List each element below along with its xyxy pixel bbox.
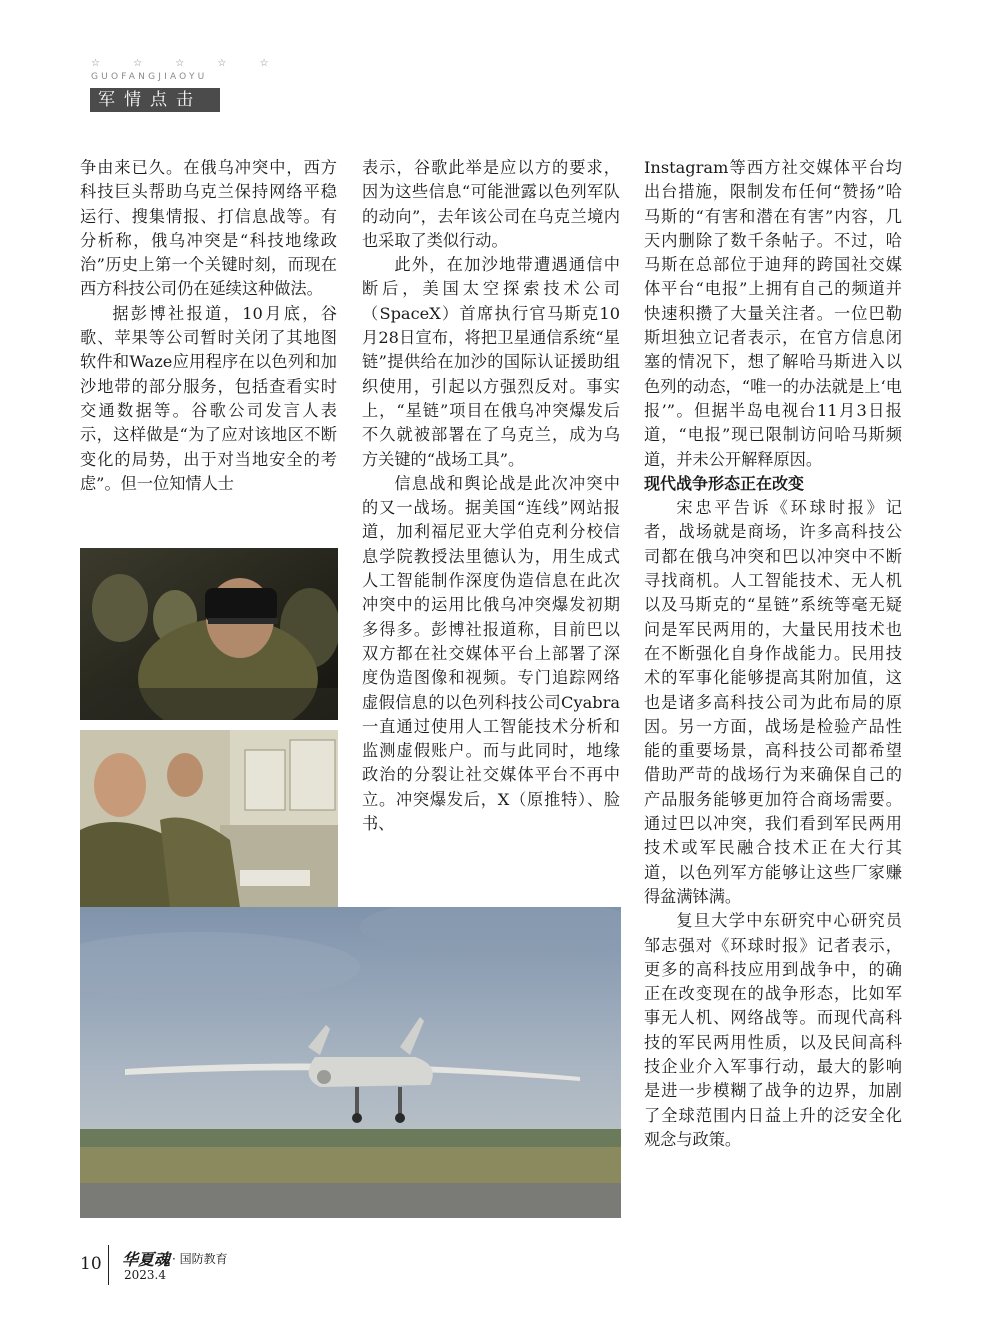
magazine-logo: 华夏魂: [122, 1250, 171, 1269]
page-number: 10: [80, 1254, 102, 1274]
header-stars: ☆ ☆ ☆ ☆ ☆: [91, 58, 284, 69]
photo-ops-image: [80, 730, 338, 907]
photo-vr-image: [80, 548, 338, 720]
paragraph: 据彭博社报道，10月底，谷歌、苹果等公司暂时关闭了其地图软件和Waze应用程序在以色列和加沙地带的部分服务，包括查看实时交通数据等。谷歌公司发言人表示，这样做是“为了应对该地区不断变化的局势，出于对当地安全的考虑”。但一位知情人士: [80, 303, 337, 493]
paragraph: 宋忠平告诉《环球时报》记者，战场就是商场，许多高科技公司都在俄乌冲突和巴以冲突中不断寻找商机。人工智能技术、无人机以及马斯克的“星链”系统等毫无疑问是军民两用的，大量民用技术也在不断强化自身作战能力。民用技术的军事化能够提高其附加值，这也是诸多高科技公司为此布局的原因。另一方面，战场是检验产品性能的重要场景，高科技公司都希望借助严苛的战场行为来确保自己的产品服务能够更加符合商场需要。通过巴以冲突，我们看到军民两用技术或军民融合技术正在大行其道，以色列军方能够让这些厂家赚得盆满钵满。: [644, 498, 902, 906]
magazine-subtitle: · 国防教育: [172, 1252, 228, 1266]
section-label: 军情点击: [90, 88, 220, 112]
paragraph: 复旦大学中东研究中心研究员邹志强对《环球时报》记者表示，更多的高科技应用到战争中，的确正在改变现在的战争形态，比如军事无人机、网络战等。而现代高科技的军民两用性质，以及民间高科技企业介入军事行动，最大的影响是进一步模糊了战争的边界，加剧了全球范围内日益上升的泛安全化观念与政策。: [644, 911, 902, 1149]
photo-vr-soldiers: [80, 548, 338, 720]
photo-console-operators: [80, 730, 338, 907]
header-brand: GUOFANGJIAOYU: [91, 72, 208, 82]
article-column-2: [362, 156, 620, 836]
footer-divider: [108, 1245, 109, 1285]
issue-number: 2023.4: [124, 1268, 166, 1282]
article-column-3: [644, 156, 902, 1152]
photo-drone-runway: [80, 907, 621, 1218]
article-column-1: [80, 156, 337, 496]
paragraph: 信息战和舆论战是此次冲突中的又一战场。据美国“连线”网站报道，加利福尼亚大学伯克利分校信息学院教授法里德认为，用生成式人工智能制作深度伪造信息在此次冲突中的运用比俄乌冲突爆发初期多得多。彭博社报道称，目前巴以双方都在社交媒体平台上部署了深度伪造图像和视频。专门追踪网络虚假信息的以色列科技公司Cyabra一直通过使用人工智能技术分析和监测虚假账户。而与此同时，地缘政治的分裂让社交媒体平台不再中立。冲突爆发后，X（原推特）、脸书、: [362, 473, 620, 834]
photo-drone-image: [80, 907, 621, 1218]
paragraph: 表示，谷歌此举是应以方的要求，因为这些信息“可能泄露以色列军队的动向”，去年该公司在乌克兰境内也采取了类似行动。: [362, 158, 620, 250]
paragraph: 争由来已久。在俄乌冲突中，西方科技巨头帮助乌克兰保持网络平稳运行、搜集情报、打信息战等。有分析称，俄乌冲突是“科技地缘政治”历史上第一个关键时刻，而现在西方科技公司仍在延续这种做法。: [80, 158, 337, 299]
paragraph: Instagram等西方社交媒体平台均出台措施，限制发布任何“赞扬”哈马斯的“有害和潜在有害”内容，几天内删除了数千条帖子。不过，哈马斯在总部位于迪拜的跨国社交媒体平台“电报”上拥有自己的频道并快速积攒了大量关注者。一位巴勒斯坦独立记者表示，在官方信息闭塞的情况下，想了解哈马斯进入以色列的动态，“唯一的办法就是上‘电报’”。但据半岛电视台11月3日报道，“电报”现已限制访问哈马斯频道，并未公开解释原因。: [644, 158, 902, 469]
paragraph: 此外，在加沙地带遭遇通信中断后，美国太空探索技术公司（SpaceX）首席执行官马斯克10月28日宣布，将把卫星通信系统“星链”提供给在加沙的国际认证援助组织使用，引起以方强烈反对。事实上，“星链”项目在俄乌冲突爆发后不久就被部署在了乌克兰，成为乌方关键的“战场工具”。: [362, 255, 620, 469]
section-heading: 现代战争形态正在改变: [644, 473, 805, 493]
